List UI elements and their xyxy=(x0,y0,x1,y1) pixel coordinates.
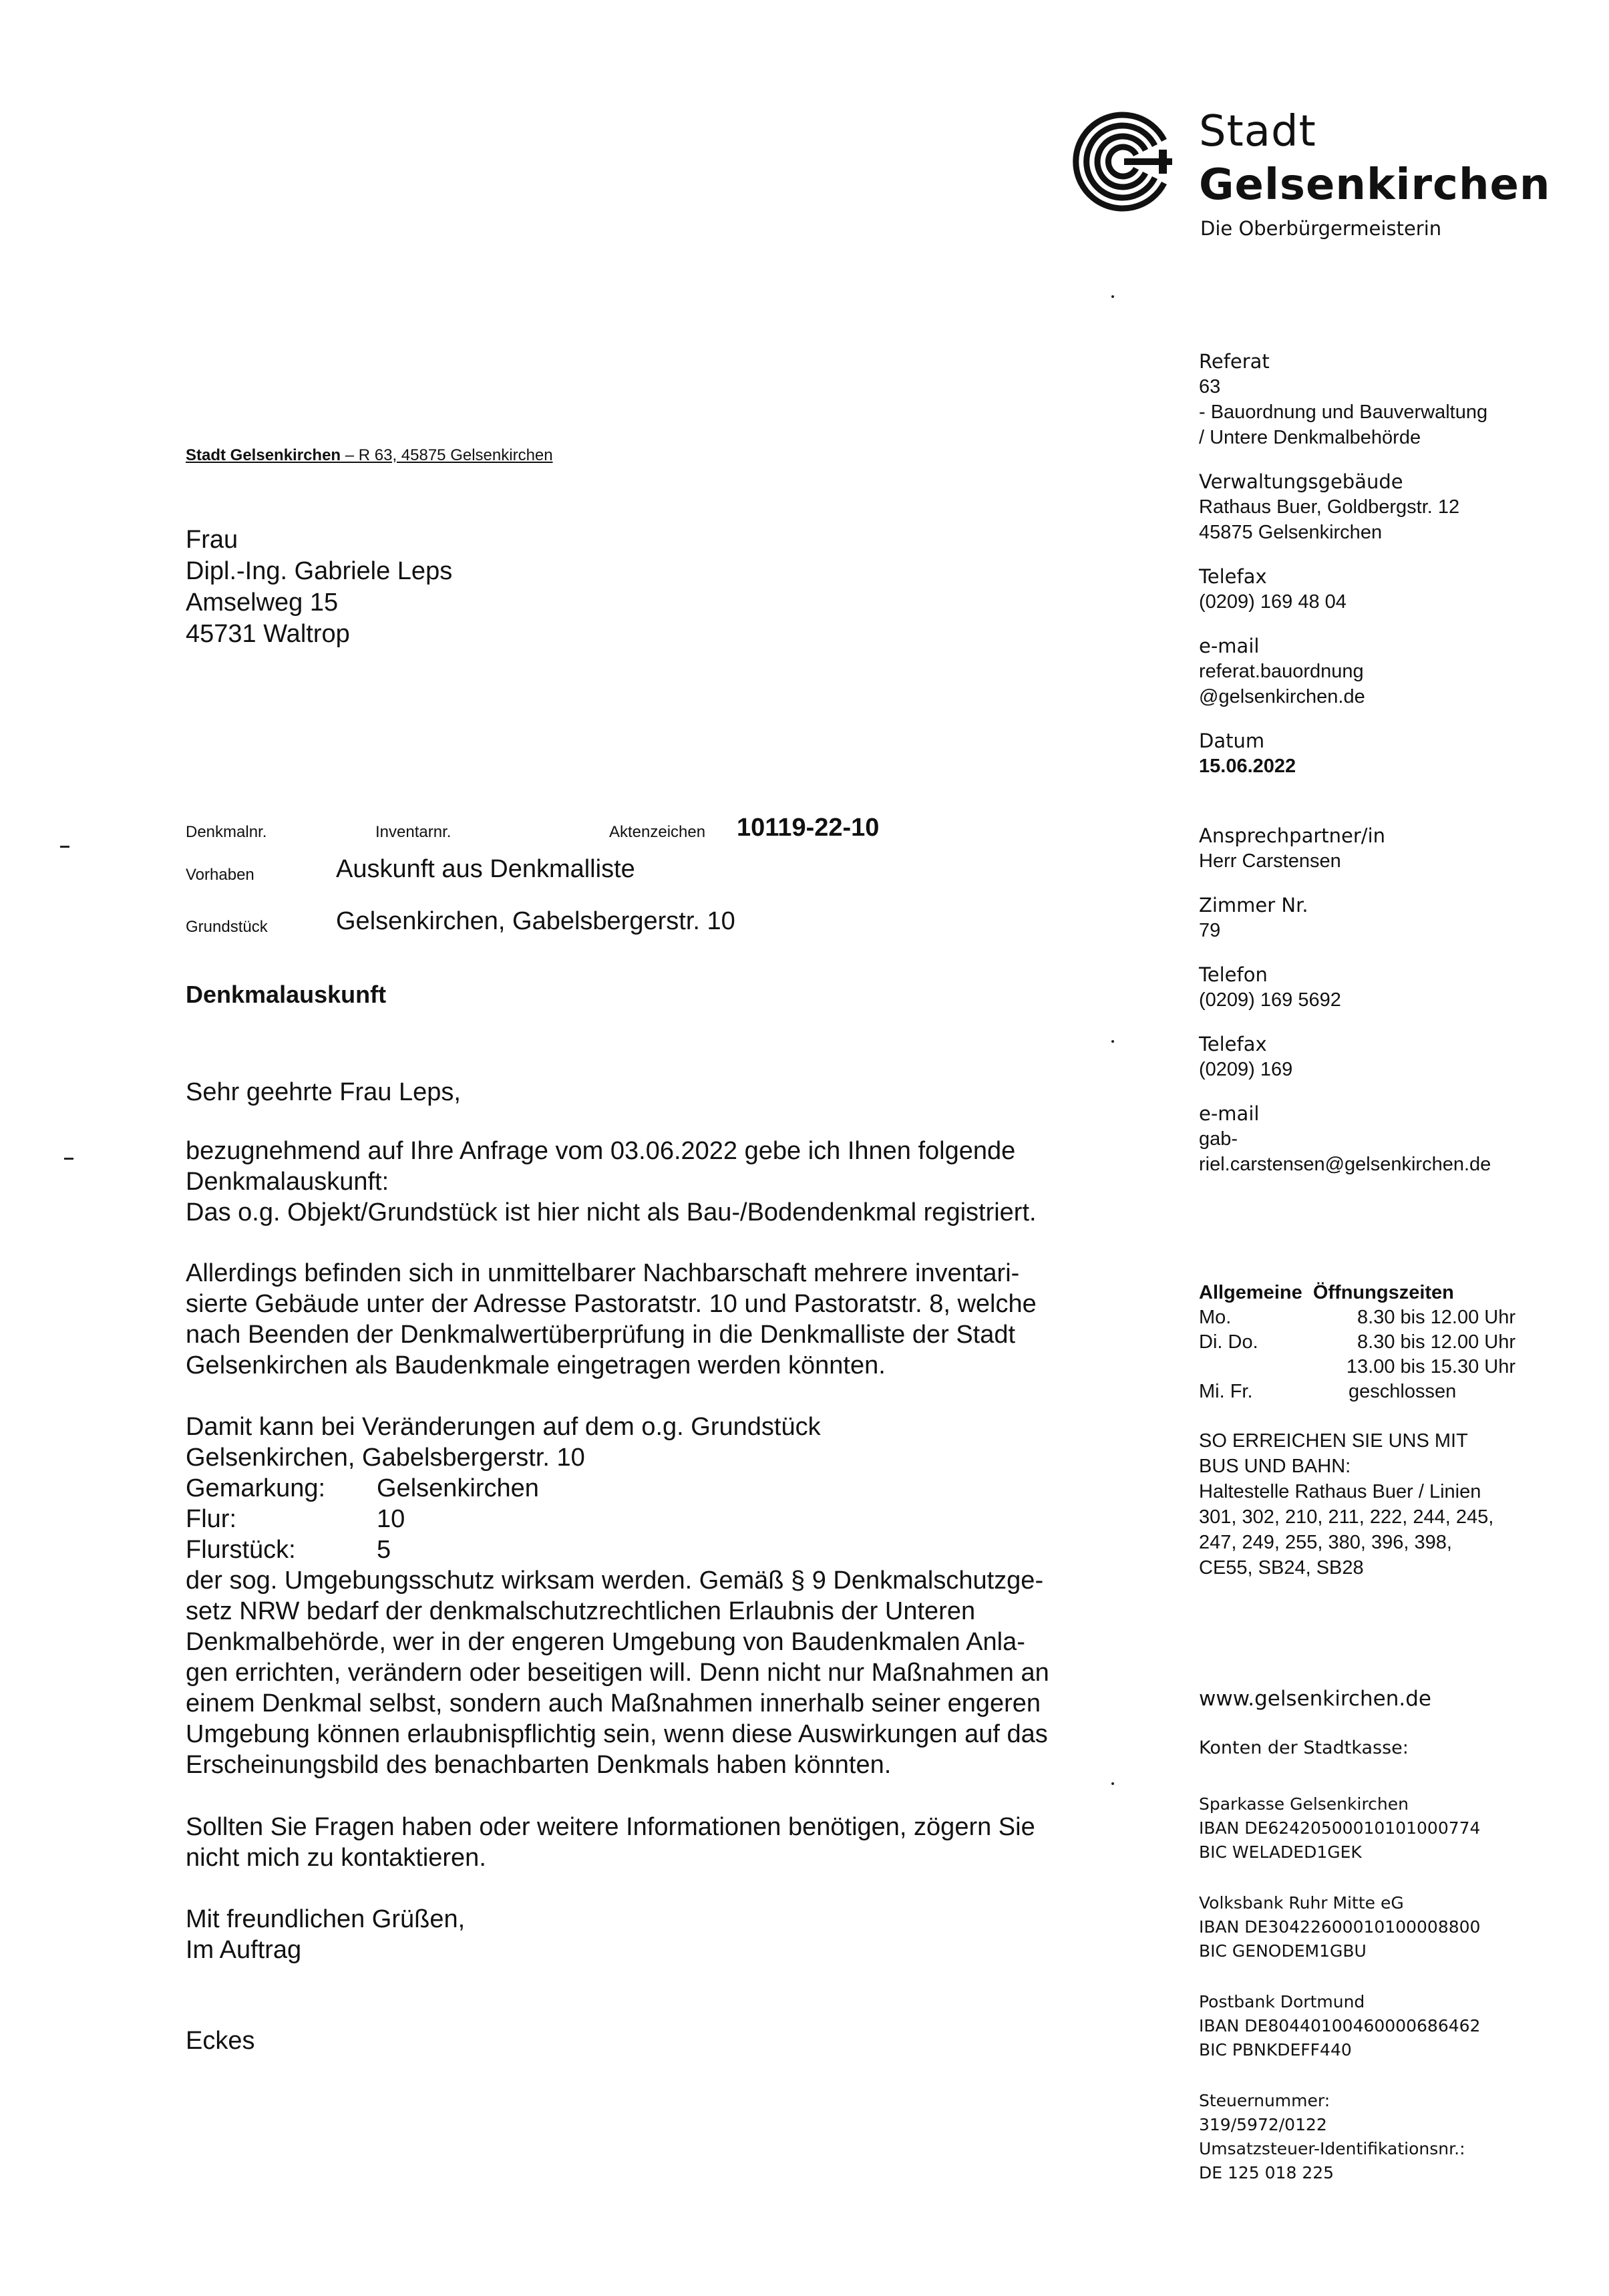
sidebar-heading: Ansprechpartner/in xyxy=(1199,824,1386,847)
vorhaben-value: Auskunft aus Denkmalliste xyxy=(336,855,635,883)
hours-row xyxy=(1199,1379,1515,1404)
hours-row xyxy=(1199,1305,1515,1330)
hours-heading-part: Allgemeine xyxy=(1199,1282,1302,1303)
hours-day: Di. Do. xyxy=(1199,1331,1258,1353)
bank-bic: BIC WELADED1GEK xyxy=(1199,1842,1362,1862)
website-link[interactable]: www.gelsenkirchen.de xyxy=(1199,1687,1431,1711)
recipient-street: Amselweg 15 xyxy=(186,589,339,617)
sidebar-value: 15.06.2022 xyxy=(1199,756,1296,777)
bank-name: Sparkasse Gelsenkirchen xyxy=(1199,1794,1409,1814)
paragraph-line: Erscheinungsbild des benachbarten Denkmals haben könnten. xyxy=(186,1751,892,1779)
transit-line: BUS UND BAHN: xyxy=(1199,1456,1351,1477)
transit-line: CE55, SB24, SB28 xyxy=(1199,1557,1364,1579)
closing-im-auftrag: Im Auftrag xyxy=(186,1936,302,1964)
sidebar-datum xyxy=(1199,728,1600,779)
sidebar-value: riel.carstensen@gelsenkirchen.de xyxy=(1199,1154,1491,1175)
hours-day: Mo. xyxy=(1199,1307,1232,1328)
parcel-row xyxy=(186,1534,1114,1565)
hours-row xyxy=(1199,1330,1515,1355)
bank-bic: BIC GENODEM1GBU xyxy=(1199,1941,1367,1961)
aktenzeichen-value: 10119-22-10 xyxy=(737,814,880,842)
paragraph-line: nicht mich zu kontaktieren. xyxy=(186,1844,486,1872)
hours-time: 13.00 bis 15.30 Uhr xyxy=(1346,1356,1515,1377)
sidebar-telefon xyxy=(1199,962,1600,1013)
opening-hours-heading xyxy=(1199,1281,1515,1305)
hours-row xyxy=(1199,1355,1515,1379)
sidebar-referat xyxy=(1199,349,1600,450)
sidebar-value: - Bauordnung und Bauverwaltung xyxy=(1199,401,1488,423)
recipient-salutation: Frau xyxy=(186,526,238,554)
grundstueck-label: Grundstück xyxy=(186,918,268,936)
recipient-city: 45731 Waltrop xyxy=(186,620,350,648)
sidebar-value: Rathaus Buer, Goldbergstr. 12 xyxy=(1199,496,1460,518)
sidebar-contact-info xyxy=(1199,349,1600,1196)
tax-number-label: Steuernummer: xyxy=(1199,2091,1330,2110)
inventarnr-label: Inventarnr. xyxy=(375,823,452,841)
signature: Eckes xyxy=(186,2027,255,2055)
paragraph-line: Allerdings befinden sich in unmittelbarer Nachbarschaft mehrere inventari- xyxy=(186,1259,1020,1287)
fold-mark xyxy=(60,846,69,848)
hours-time: geschlossen xyxy=(1349,1381,1457,1402)
scan-dot xyxy=(1111,1782,1114,1785)
paragraph-line: bezugnehmend auf Ihre Anfrage vom 03.06.2022 gebe ich Ihnen folgende xyxy=(186,1137,1016,1165)
paragraph-line: setz NRW bedarf der denkmalschutzrechtlichen Erlaubnis der Unteren xyxy=(186,1597,976,1625)
paragraph-line: gen errichten, verändern oder beseitigen will. Denn nicht nur Maßnahmen an xyxy=(186,1659,1049,1687)
sidebar-value: (0209) 169 xyxy=(1199,1059,1293,1080)
paragraph-line: Damit kann bei Veränderungen auf dem o.g. Grundstück xyxy=(186,1413,821,1441)
vat-id-value: DE 125 018 225 xyxy=(1199,2163,1334,2182)
logo-text-city: Gelsenkirchen xyxy=(1199,160,1551,210)
bank-accounts-heading: Konten der Stadtkasse: xyxy=(1199,1738,1409,1758)
parcel-row xyxy=(186,1504,1114,1534)
sidebar-heading: e-mail xyxy=(1199,1102,1260,1125)
parcel-value: 5 xyxy=(377,1536,391,1564)
bank-account xyxy=(1199,1990,1480,2062)
recipient-name: Dipl.-Ing. Gabriele Leps xyxy=(186,557,453,585)
scan-dot xyxy=(1111,1040,1114,1043)
sidebar-value: 63 xyxy=(1199,376,1221,397)
parcel-label: Gemarkung: xyxy=(186,1474,326,1502)
sidebar-value: (0209) 169 5692 xyxy=(1199,989,1341,1011)
paragraph-line: Denkmalauskunft: xyxy=(186,1168,389,1196)
bank-account xyxy=(1199,1891,1480,1963)
bank-iban: IBAN DE30422600010100008800 xyxy=(1199,1917,1481,1937)
parcel-row xyxy=(186,1473,1114,1504)
sender-name: Stadt Gelsenkirchen xyxy=(186,446,341,464)
bank-bic: BIC PBNKDEFF440 xyxy=(1199,2040,1352,2060)
bank-iban: IBAN DE80440100460000686462 xyxy=(1199,2016,1481,2035)
sidebar-value: referat.bauordnung xyxy=(1199,661,1364,682)
sidebar-ansprechpartner xyxy=(1199,823,1600,874)
bank-name: Postbank Dortmund xyxy=(1199,1992,1365,2011)
recipient-address xyxy=(186,524,452,650)
sidebar-heading: Datum xyxy=(1199,729,1265,752)
sidebar-value: @gelsenkirchen.de xyxy=(1199,686,1365,707)
parcel-value: 10 xyxy=(377,1505,405,1533)
sidebar-value: / Untere Denkmalbehörde xyxy=(1199,427,1421,448)
paragraph-line: nach Beenden der Denkmalwertüberprüfung in die Denkmalliste der Stadt xyxy=(186,1321,1016,1349)
parcel-label: Flur: xyxy=(186,1505,236,1533)
paragraph-line: Gelsenkirchen als Baudenkmale eingetragen werden könnten. xyxy=(186,1351,886,1379)
hours-heading-part: Öffnungszeiten xyxy=(1312,1282,1454,1303)
logo-subtitle: Die Oberbürgermeisterin xyxy=(1200,217,1442,240)
letter-salutation: Sehr geehrte Frau Leps, xyxy=(186,1078,461,1106)
paragraph-line: Denkmalbehörde, wer in der engeren Umgebung von Baudenkmalen Anla- xyxy=(186,1628,1025,1656)
city-logo-icon xyxy=(1072,108,1179,215)
sidebar-heading: Telefon xyxy=(1199,963,1268,986)
sidebar-heading: Telefax xyxy=(1199,1033,1267,1055)
transit-line: Haltestelle Rathaus Buer / Linien xyxy=(1199,1481,1481,1502)
vorhaben-label: Vorhaben xyxy=(186,866,254,884)
transit-info xyxy=(1199,1428,1546,1581)
parcel-value: Gelsenkirchen xyxy=(377,1474,539,1502)
paragraph-line: Umgebung können erlaubnispflichtig sein, wenn diese Auswirkungen auf das xyxy=(186,1720,1048,1748)
hours-day: Mi. Fr. xyxy=(1199,1381,1253,1402)
transit-line: 301, 302, 210, 211, 222, 244, 245, xyxy=(1199,1506,1494,1528)
sidebar-verwaltung xyxy=(1199,469,1600,545)
sidebar-value: 79 xyxy=(1199,920,1221,941)
letter-subject: Denkmalauskunft xyxy=(186,981,387,1008)
paragraph-line: Gelsenkirchen, Gabelsbergerstr. 10 xyxy=(186,1444,585,1472)
denkmalnr-label: Denkmalnr. xyxy=(186,823,267,841)
paragraph-4 xyxy=(186,1812,1114,1873)
paragraph-line: Sollten Sie Fragen haben oder weitere Informationen benötigen, zögern Sie xyxy=(186,1813,1035,1841)
bank-name: Volksbank Ruhr Mitte eG xyxy=(1199,1893,1404,1913)
sidebar-telefax-1 xyxy=(1199,564,1600,615)
paragraph-line: einem Denkmal selbst, sondern auch Maßnahmen innerhalb seiner engeren xyxy=(186,1689,1041,1717)
paragraph-line: der sog. Umgebungsschutz wirksam werden. Gemäß § 9 Denkmalschutzge- xyxy=(186,1567,1044,1595)
sidebar-value: 45875 Gelsenkirchen xyxy=(1199,522,1383,543)
sender-line xyxy=(186,446,553,465)
paragraph-3 xyxy=(186,1412,1114,1780)
sidebar-zimmer xyxy=(1199,892,1600,943)
sidebar-value: gab- xyxy=(1199,1128,1238,1150)
bank-info xyxy=(1199,1687,1480,2185)
sidebar-heading: Zimmer Nr. xyxy=(1199,894,1308,917)
hours-time: 8.30 bis 12.00 Uhr xyxy=(1357,1331,1515,1353)
sidebar-heading: Referat xyxy=(1199,350,1270,373)
sidebar-value: Herr Carstensen xyxy=(1199,850,1341,872)
transit-line: 247, 249, 255, 380, 396, 398, xyxy=(1199,1532,1452,1553)
fold-mark xyxy=(64,1158,73,1160)
sidebar-heading: e-mail xyxy=(1199,635,1260,657)
tax-number-value: 319/5972/0122 xyxy=(1199,2115,1327,2134)
sidebar-email-2 xyxy=(1199,1101,1600,1177)
sidebar-heading: Verwaltungsgebäude xyxy=(1199,470,1403,493)
hours-day xyxy=(1199,1355,1339,1379)
hours-time: 8.30 bis 12.00 Uhr xyxy=(1357,1307,1515,1328)
sidebar-heading: Telefax xyxy=(1199,565,1267,588)
aktenzeichen-label: Aktenzeichen xyxy=(609,823,706,841)
closing-greeting: Mit freundlichen Grüßen, xyxy=(186,1905,466,1933)
bank-account xyxy=(1199,1792,1480,1864)
logo-text-stadt: Stadt xyxy=(1199,107,1316,156)
bank-iban: IBAN DE62420500010101000774 xyxy=(1199,1818,1481,1838)
grundstueck-value: Gelsenkirchen, Gabelsbergerstr. 10 xyxy=(336,907,735,935)
sender-address: – R 63, 45875 Gelsenkirchen xyxy=(341,446,553,464)
paragraph-1 xyxy=(186,1136,1114,1228)
opening-hours xyxy=(1199,1281,1515,1404)
vat-id-label: Umsatzsteuer-Identifikationsnr.: xyxy=(1199,2139,1465,2158)
closing xyxy=(186,1904,465,1965)
scan-dot xyxy=(1111,295,1114,298)
sidebar-value: (0209) 169 48 04 xyxy=(1199,591,1347,613)
sidebar-email-1 xyxy=(1199,633,1600,709)
tax-info xyxy=(1199,2089,1480,2185)
opening-hours-table xyxy=(1199,1305,1515,1404)
sidebar-telefax-2 xyxy=(1199,1031,1600,1082)
transit-line: SO ERREICHEN SIE UNS MIT xyxy=(1199,1430,1468,1452)
paragraph-line: Das o.g. Objekt/Grundstück ist hier nicht als Bau-/Bodendenkmal registriert. xyxy=(186,1198,1037,1226)
paragraph-line: sierte Gebäude unter der Adresse Pastoratstr. 10 und Pastoratstr. 8, welche xyxy=(186,1290,1037,1318)
paragraph-2 xyxy=(186,1258,1114,1381)
parcel-label: Flurstück: xyxy=(186,1536,296,1564)
